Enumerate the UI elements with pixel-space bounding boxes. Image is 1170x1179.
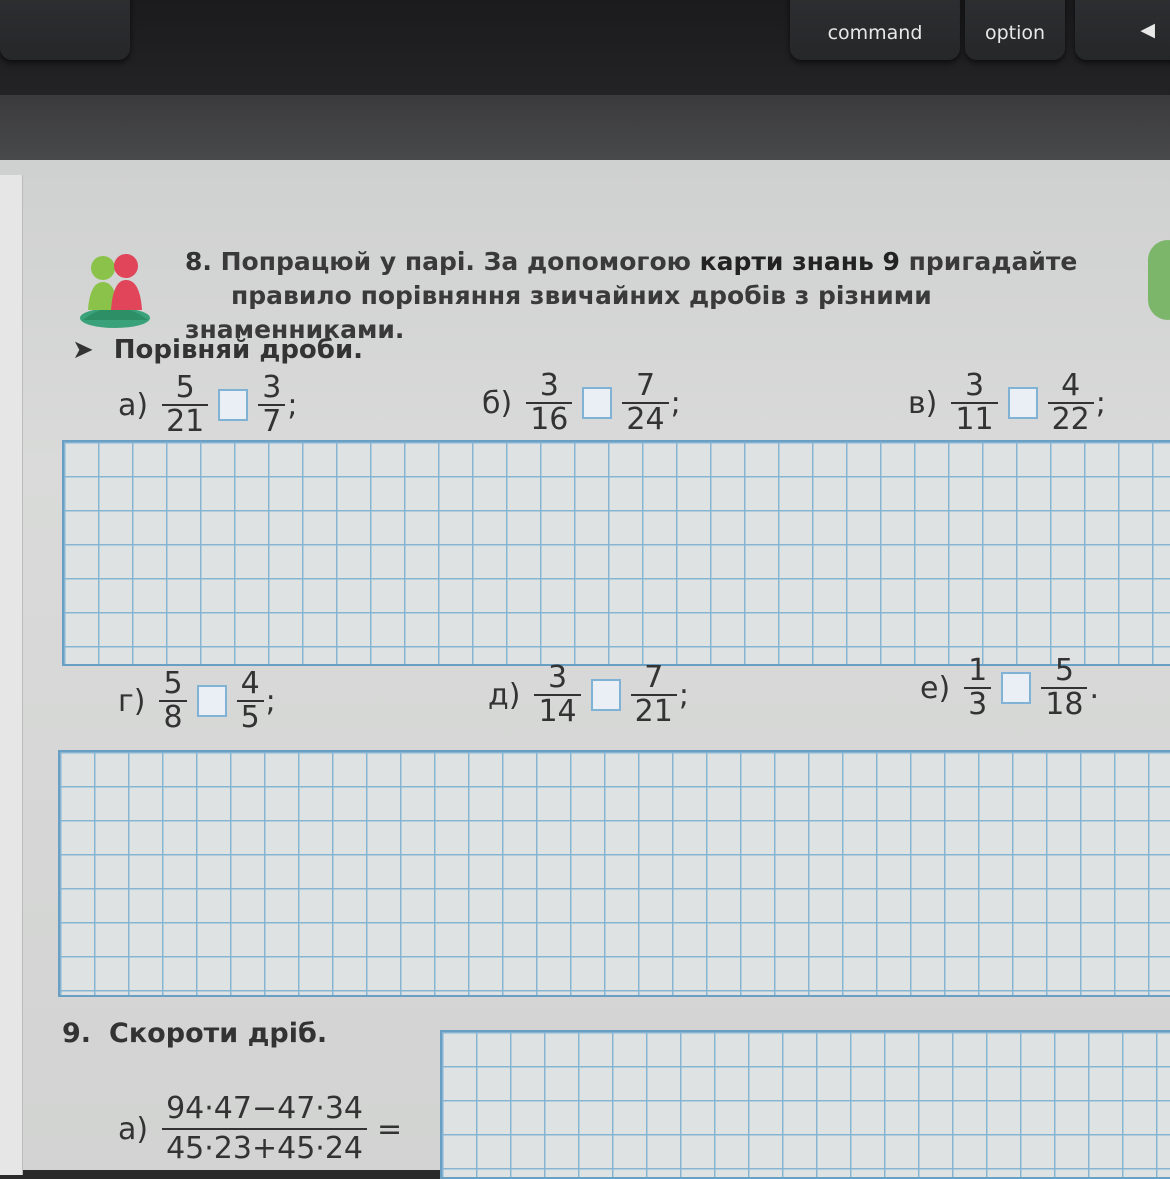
subtask-heading [72,335,363,365]
fraction: $\frac{4}{22}$ [1048,370,1094,436]
fraction: $\frac{4}{5}$ [237,668,264,734]
answer-grid-3[interactable] [440,1030,1170,1179]
item-label: е) [920,670,951,706]
item-label: в) [908,385,938,421]
fraction: $\frac{5}{18}$ [1041,655,1087,721]
option-key: option [965,0,1065,60]
item-label: б) [482,385,513,421]
task-text: Попрацюй у парі. За допомогою [220,247,700,276]
command-key: command [790,0,960,60]
task-9-heading [62,1018,327,1049]
answer-box[interactable] [1008,387,1038,419]
task-text-bold: карти знань 9 [699,247,900,276]
item-label: а) [118,387,149,423]
arrow-icon: ➤ [72,335,94,365]
compare-item-d: д) $\frac{3}{14}$ $\frac{7}{21}$ ; [488,660,689,729]
answer-grid-1[interactable] [62,440,1170,666]
equals-sign: = [377,1111,403,1147]
fraction: $\frac{7}{21}$ [631,662,677,728]
task-number: 9. [62,1018,92,1049]
compare-item-b: б) $\frac{3}{16}$ $\frac{7}{24}$ ; [482,368,681,437]
fraction: $\frac{3}{11}$ [951,370,997,436]
left-arrow-key: ◀ [1075,0,1170,60]
compare-item-e: е) $\frac{1}{3}$ $\frac{5}{18}$ . [920,653,1099,722]
answer-box[interactable] [218,389,248,421]
answer-box[interactable] [1001,672,1031,704]
answer-box[interactable] [197,685,227,717]
task-text: пригадайте [899,247,1078,276]
fraction: $\frac{5}{21}$ [162,372,208,438]
fraction: $\frac{7}{24}$ [622,370,668,436]
compare-item-a: а) $\frac{5}{21}$ $\frac{3}{7}$ ; [118,370,298,439]
fraction: $\frac{1}{3}$ [964,655,991,721]
answer-box[interactable] [582,387,612,419]
answer-grid-2[interactable] [58,750,1170,997]
item-label: г) [118,683,146,719]
task-text: Скороти дріб. [109,1018,328,1049]
fraction: $\frac{5}{8}$ [159,668,186,734]
subtask-text: Порівняй дроби. [113,335,364,365]
pair-work-icon [78,250,153,330]
fraction: $\frac{3}{16}$ [526,370,572,436]
answer-box[interactable] [591,679,621,711]
page-edge [0,175,23,1175]
compare-item-v: в) $\frac{3}{11}$ $\frac{4}{22}$ ; [908,368,1106,437]
fraction: $\frac{3}{7}$ [258,372,285,438]
fraction: $\frac{94\cdot 47-47\cdot 34}{45\cdot 23+45\cdot 24}$ [162,1090,367,1168]
item-label: а) [118,1111,149,1147]
task-text-line2: правило порівняння звичайних дробів з різними знаменниками. [185,281,932,344]
keyboard-key [0,0,130,60]
task-8-heading [185,245,1145,347]
fraction: $\frac{3}{14}$ [534,662,580,728]
compare-item-g: г) $\frac{5}{8}$ $\frac{4}{5}$ ; [118,666,276,735]
knowledge-map-icon [1148,240,1170,320]
keyboard-background [0,0,1170,95]
task-number: 8. [185,247,212,276]
item-label: д) [488,677,521,713]
task-9a-expression [118,1090,402,1168]
